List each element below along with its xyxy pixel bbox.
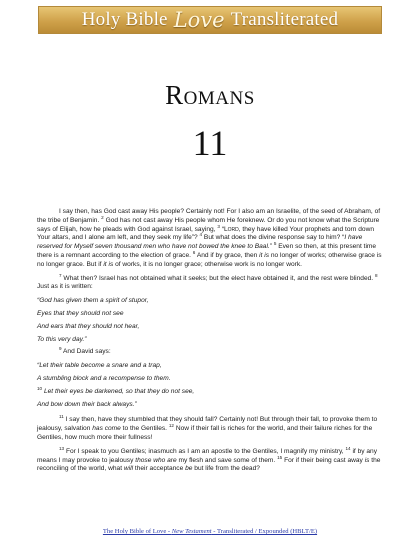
verse-4-quote: I have reserved for Myself seven thousand men who have not bowed the knee to Baal. — [37, 234, 363, 251]
poetry-line: A stumbling block and a recompense to them. — [37, 374, 171, 382]
paragraph-verses-1-6 — [37, 208, 385, 270]
verse-6-italic: it is — [259, 251, 270, 259]
poetry-line: “God has given them a spirit of stupor, — [37, 297, 149, 305]
verse-11: I say then, have they stumbled that they should fall? Certainly not! But through their fall, to provoke them to jealousy, salvation — [37, 416, 378, 433]
verse-6-c: of works, it is no longer grace; otherwise work is no longer work. — [113, 260, 302, 268]
paragraph-verses-13-15 — [37, 445, 385, 474]
verse-number: 12 — [168, 422, 174, 428]
verse-3-open: “ — [221, 225, 224, 233]
verse-number: 6 — [192, 249, 196, 255]
poetry-line: And ears that they should not hear, — [37, 322, 140, 330]
poetry-line — [37, 385, 385, 397]
verse-15-b: the reconciling of the world, what — [37, 456, 381, 473]
poetry-line: “Let their table become a snare and a trap, — [37, 362, 162, 370]
footer-testament: New Testament — [171, 528, 212, 535]
footer-link[interactable] — [0, 528, 420, 535]
verse-number: 14 — [345, 445, 351, 451]
verse-1: I say then, has God cast away His people? Certainly not! For I also am an Israelite, of the seed of Abraham, of the tribe of Benjamin. — [37, 208, 381, 224]
verse-15: For if their being cast away — [284, 456, 365, 464]
poetry-line: To this very day.” — [37, 335, 87, 343]
verse-9: And David says: — [63, 348, 111, 356]
verse-number: 10 — [37, 385, 43, 391]
poetry-line: Eyes that they should not see — [37, 309, 124, 317]
chapter-number: 11 — [192, 123, 228, 163]
verse-11-italic: has come — [92, 425, 121, 433]
verse-12: Now if their fall is riches for the world, and their failure riches for the Gentiles, how much more their fullness! — [37, 425, 373, 441]
verse-14-b: my flesh and save some of them. — [176, 456, 276, 464]
chapter-text — [37, 208, 385, 479]
verse-6-b: no longer of works; otherwise grace is no longer grace. But if — [37, 251, 382, 268]
paragraph-verse-9 — [37, 348, 385, 357]
footer-text: The Holy Bible of Love - — [102, 528, 172, 535]
verse-number: 4 — [199, 232, 203, 238]
verse-6: And if by grace, then — [196, 251, 260, 259]
verse-number: 13 — [59, 445, 65, 451]
poetry-line: And bow down their back always.” — [37, 400, 137, 408]
banner-text-left: Holy Bible — [81, 9, 168, 30]
verse-number: 2 — [101, 214, 104, 220]
verse-2: God has not cast away His people whom He foreknew. Or do you not know what the Scripture says of Elijah, how he pleads with God against Israel, saying, — [37, 216, 380, 233]
banner-text-script: Love — [173, 8, 225, 32]
banner-text-right: Transliterated — [230, 9, 339, 30]
verse-8: Just as it is written: — [37, 283, 93, 291]
paragraph-verses-11-12 — [37, 416, 385, 442]
verse-15-italic: will — [123, 465, 134, 473]
verse-3-lord: Lord — [223, 225, 239, 233]
verse-3: , they have killed Your prophets and torn down Your altars, and I alone am left, and they seek my life”? — [37, 225, 374, 242]
verse-15-c: their acceptance — [133, 465, 186, 473]
verse-number: 8 — [375, 272, 378, 278]
footer-text-end: - Transliterated / Expounded (HBLT/E) — [211, 528, 318, 535]
verse-15-italic: is — [364, 456, 370, 464]
verse-7: What then? Israel has not obtained what it seeks; but the elect have obtained it, and the rest were blinded. — [63, 274, 374, 282]
verse-number: 5 — [273, 241, 277, 246]
book-title: Romans — [165, 80, 255, 110]
header-banner — [38, 6, 382, 34]
verse-4: But what does the divine response say to him? “ — [203, 234, 345, 242]
verse-number: 15 — [277, 454, 283, 460]
verse-15-d: but life from the dead? — [192, 465, 260, 473]
verse-6-italic: it is — [103, 260, 114, 268]
verse-4-close: ” — [269, 243, 272, 251]
verse-number: 11 — [59, 414, 64, 420]
verse-number: 9 — [59, 346, 62, 352]
verse-14: if by any means I may provoke to jealousy — [37, 447, 378, 464]
verse-15-italic: be — [185, 465, 193, 473]
paragraph-verses-7-8 — [37, 272, 385, 293]
verse-13: For I speak to you Gentiles; inasmuch as I am an apostle to the Gentiles, I magnify my ministry, — [65, 447, 344, 455]
verse-11-b: to the Gentiles. — [120, 425, 168, 433]
verse-5: Even so then, at this present time there is a remnant according to the election of grace. — [37, 243, 377, 259]
verse-10: Let their eyes be darkened, so that they do not see, — [43, 387, 195, 395]
verse-number: 3 — [217, 223, 220, 229]
verse-number: 7 — [59, 272, 62, 278]
verse-14-italic: those who are — [135, 456, 177, 464]
